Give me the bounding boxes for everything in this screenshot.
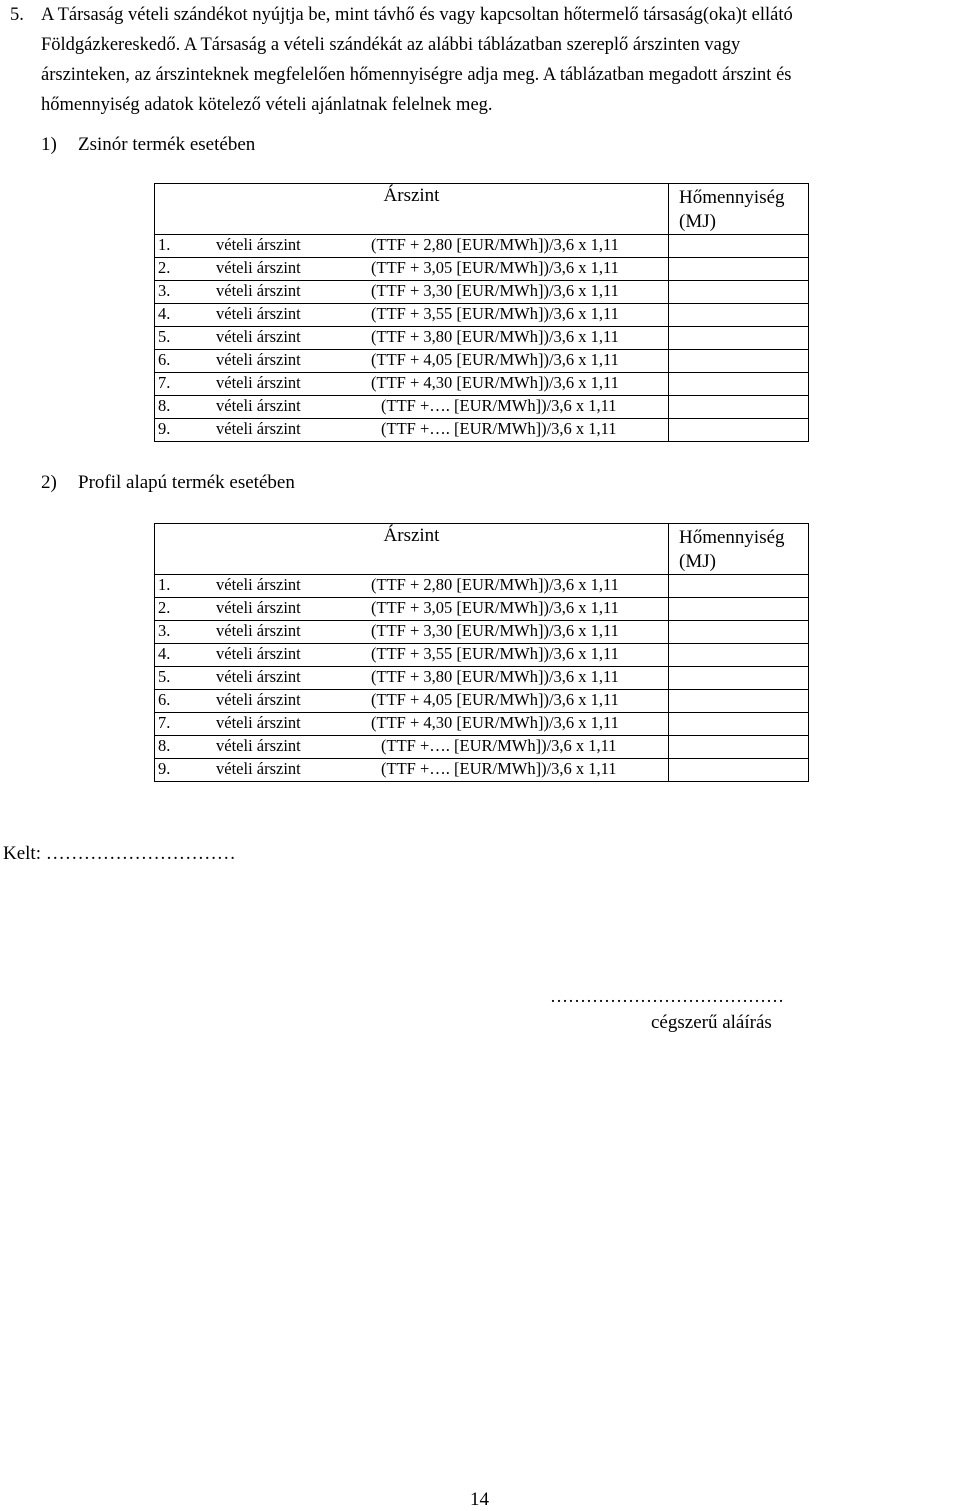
heat-quantity-input-cell[interactable] (669, 235, 809, 258)
row-formula: (TTF +…. [EUR/MWh])/3,6 x 1,11 (381, 419, 617, 438)
row-label: vételi árszint (216, 327, 301, 346)
intro-number: 5. (10, 5, 24, 25)
heat-quantity-input-cell[interactable] (669, 575, 809, 598)
row-formula: (TTF + 4,05 [EUR/MWh])/3,6 x 1,11 (371, 690, 619, 709)
heat-quantity-input-cell[interactable] (669, 304, 809, 327)
row-number: 9. (158, 759, 171, 778)
row-label: vételi árszint (216, 235, 301, 254)
row-label: vételi árszint (216, 598, 301, 617)
heat-quantity-input-cell[interactable] (669, 690, 809, 713)
table-row (155, 713, 809, 736)
price-level-cell (155, 759, 669, 782)
header-price-level: Árszint (155, 184, 669, 235)
price-level-cell (155, 373, 669, 396)
table-row (155, 667, 809, 690)
row-formula: (TTF + 3,05 [EUR/MWh])/3,6 x 1,11 (371, 598, 619, 617)
price-level-cell (155, 713, 669, 736)
price-level-cell (155, 419, 669, 442)
row-formula: (TTF + 3,80 [EUR/MWh])/3,6 x 1,11 (371, 327, 619, 346)
row-formula: (TTF + 3,55 [EUR/MWh])/3,6 x 1,11 (371, 644, 619, 663)
row-number: 6. (158, 350, 171, 369)
row-formula: (TTF + 2,80 [EUR/MWh])/3,6 x 1,11 (371, 235, 619, 254)
header-heat-quantity: Hőmennyiség (MJ) (669, 524, 809, 575)
row-number: 1. (158, 235, 171, 254)
intro-line: árszinteken, az árszinteknek megfelelően hőmennyiségre adja meg. A táblázatban megadott árszint és (41, 65, 792, 85)
header-heat-quantity: Hőmennyiség (MJ) (669, 184, 809, 235)
row-label: vételi árszint (216, 736, 301, 755)
row-formula: (TTF + 2,80 [EUR/MWh])/3,6 x 1,11 (371, 575, 619, 594)
row-number: 5. (158, 667, 171, 686)
price-table-profil (154, 523, 809, 782)
heat-quantity-input-cell[interactable] (669, 667, 809, 690)
row-label: vételi árszint (216, 667, 301, 686)
table-row (155, 736, 809, 759)
price-level-cell (155, 621, 669, 644)
heat-quantity-input-cell[interactable] (669, 396, 809, 419)
price-level-cell (155, 350, 669, 373)
price-level-cell (155, 235, 669, 258)
heat-quantity-input-cell[interactable] (669, 350, 809, 373)
signature-line: ………………………………… (550, 986, 784, 1006)
price-level-cell (155, 598, 669, 621)
row-label: vételi árszint (216, 396, 301, 415)
row-formula: (TTF + 3,30 [EUR/MWh])/3,6 x 1,11 (371, 281, 619, 300)
row-formula: (TTF +…. [EUR/MWh])/3,6 x 1,11 (381, 736, 617, 755)
row-number: 9. (158, 419, 171, 438)
row-number: 3. (158, 281, 171, 300)
table-row (155, 235, 809, 258)
page-number: 14 (470, 1489, 489, 1510)
row-number: 5. (158, 327, 171, 346)
table-row (155, 258, 809, 281)
price-level-cell (155, 690, 669, 713)
heat-quantity-input-cell[interactable] (669, 327, 809, 350)
row-label: vételi árszint (216, 258, 301, 277)
heat-quantity-input-cell[interactable] (669, 644, 809, 667)
row-label: vételi árszint (216, 419, 301, 438)
row-formula: (TTF + 4,30 [EUR/MWh])/3,6 x 1,11 (371, 373, 619, 392)
row-number: 2. (158, 598, 171, 617)
table-row (155, 598, 809, 621)
table-row (155, 575, 809, 598)
row-label: vételi árszint (216, 713, 301, 732)
row-label: vételi árszint (216, 281, 301, 300)
heat-quantity-input-cell[interactable] (669, 281, 809, 304)
header-price-level: Árszint (155, 524, 669, 575)
row-label: vételi árszint (216, 304, 301, 323)
price-table-zsinor (154, 183, 809, 442)
row-number: 8. (158, 396, 171, 415)
row-number: 7. (158, 373, 171, 392)
price-level-cell (155, 281, 669, 304)
row-formula: (TTF + 3,80 [EUR/MWh])/3,6 x 1,11 (371, 667, 619, 686)
row-formula: (TTF +…. [EUR/MWh])/3,6 x 1,11 (381, 759, 617, 778)
row-number: 4. (158, 644, 171, 663)
row-number: 8. (158, 736, 171, 755)
table-row (155, 621, 809, 644)
intro-line: Földgázkereskedő. A Társaság a vételi szándékát az alábbi táblázatban szereplő árszinten vagy (41, 35, 741, 55)
row-label: vételi árszint (216, 621, 301, 640)
price-level-cell (155, 304, 669, 327)
row-label: vételi árszint (216, 759, 301, 778)
row-number: 2. (158, 258, 171, 277)
row-number: 7. (158, 713, 171, 732)
signature-label: cégszerű aláírás (651, 1012, 772, 1033)
price-level-cell (155, 327, 669, 350)
heat-quantity-input-cell[interactable] (669, 419, 809, 442)
table-row (155, 281, 809, 304)
intro-line: A Társaság vételi szándékot nyújtja be, mint távhő és vagy kapcsoltan hőtermelő társaság(oka)t ellátó (41, 5, 793, 25)
price-level-cell (155, 667, 669, 690)
price-level-cell (155, 575, 669, 598)
table-row (155, 327, 809, 350)
date-field: Kelt: ………………………… (3, 843, 236, 864)
heat-quantity-input-cell[interactable] (669, 621, 809, 644)
row-label: vételi árszint (216, 373, 301, 392)
row-formula: (TTF + 3,55 [EUR/MWh])/3,6 x 1,11 (371, 304, 619, 323)
price-level-cell (155, 644, 669, 667)
row-formula: (TTF + 4,05 [EUR/MWh])/3,6 x 1,11 (371, 350, 619, 369)
table-row (155, 644, 809, 667)
heat-quantity-input-cell[interactable] (669, 759, 809, 782)
row-label: vételi árszint (216, 575, 301, 594)
row-number: 3. (158, 621, 171, 640)
table-row (155, 690, 809, 713)
table-row (155, 304, 809, 327)
row-label: vételi árszint (216, 350, 301, 369)
section-title-text: Profil alapú termék esetében (78, 472, 295, 493)
row-number: 4. (158, 304, 171, 323)
heat-quantity-input-cell[interactable] (669, 713, 809, 736)
row-formula: (TTF + 3,05 [EUR/MWh])/3,6 x 1,11 (371, 258, 619, 277)
table-row (155, 350, 809, 373)
row-formula: (TTF + 3,30 [EUR/MWh])/3,6 x 1,11 (371, 621, 619, 640)
section-number: 2) (41, 472, 57, 493)
heat-quantity-input-cell[interactable] (669, 373, 809, 396)
row-label: vételi árszint (216, 644, 301, 663)
table-row (155, 419, 809, 442)
row-number: 1. (158, 575, 171, 594)
table-row (155, 373, 809, 396)
row-label: vételi árszint (216, 690, 301, 709)
price-level-cell (155, 396, 669, 419)
table-row (155, 759, 809, 782)
table-row (155, 396, 809, 419)
heat-quantity-input-cell[interactable] (669, 736, 809, 759)
section-title-text: Zsinór termék esetében (78, 134, 256, 155)
heat-quantity-input-cell[interactable] (669, 598, 809, 621)
price-level-cell (155, 258, 669, 281)
price-level-cell (155, 736, 669, 759)
section-number: 1) (41, 134, 57, 155)
heat-quantity-input-cell[interactable] (669, 258, 809, 281)
row-number: 6. (158, 690, 171, 709)
row-formula: (TTF +…. [EUR/MWh])/3,6 x 1,11 (381, 396, 617, 415)
row-formula: (TTF + 4,30 [EUR/MWh])/3,6 x 1,11 (371, 713, 619, 732)
intro-line: hőmennyiség adatok kötelező vételi ajánlatnak felelnek meg. (41, 95, 493, 115)
